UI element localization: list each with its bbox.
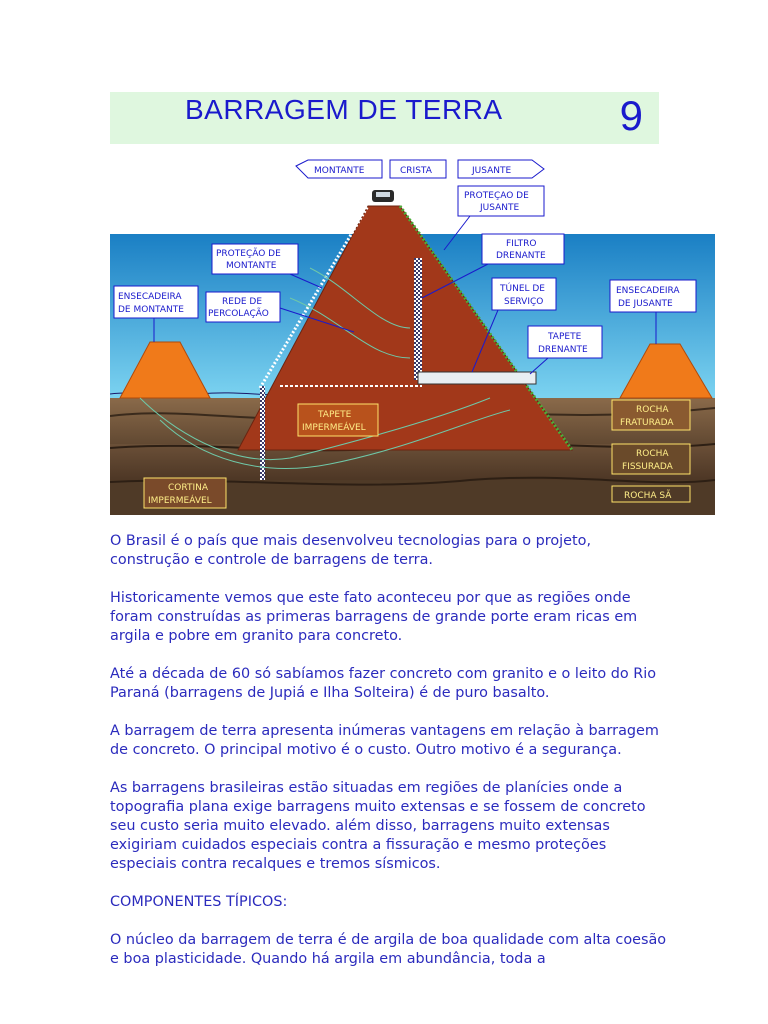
- svg-text:ROCHA: ROCHA: [636, 405, 669, 415]
- paragraph: Até a década de 60 só sabíamos fazer concreto com granito e o leito do Rio Paraná (barragens de Jupiá e Ilha Solteira) é de puro basalto.: [110, 666, 657, 701]
- svg-text:FILTRO: FILTRO: [506, 239, 537, 249]
- page-title: BARRAGEM DE TERRA: [185, 94, 503, 125]
- svg-text:DRENANTE: DRENANTE: [496, 251, 546, 261]
- drainage-blanket: [418, 372, 536, 384]
- svg-text:TAPETE: TAPETE: [318, 410, 352, 420]
- montante-tag: [296, 160, 382, 178]
- svg-text:IMPERMEÁVEL: IMPERMEÁVEL: [148, 496, 212, 506]
- svg-text:CRISTA: CRISTA: [400, 166, 432, 176]
- svg-text:SERVIÇO: SERVIÇO: [504, 297, 544, 307]
- vertical-filter-drain: [414, 258, 422, 380]
- svg-text:ROCHA: ROCHA: [636, 449, 669, 459]
- body-text: [110, 532, 670, 988]
- svg-text:TAPETE: TAPETE: [548, 332, 582, 342]
- cutoff-curtain: [260, 386, 265, 480]
- cortina-impermeavel-label: [144, 478, 226, 508]
- svg-text:PROTEÇÃO DE: PROTEÇÃO DE: [216, 249, 281, 259]
- svg-text:MONTANTE: MONTANTE: [226, 261, 277, 271]
- svg-text:DE JUSANTE: DE JUSANTE: [618, 299, 673, 309]
- svg-text:FISSURADA: FISSURADA: [622, 462, 673, 472]
- svg-text:JUSANTE: JUSANTE: [472, 166, 512, 176]
- earth-dam-diagram: [110, 158, 715, 515]
- svg-text:ENSECADEIRA: ENSECADEIRA: [616, 286, 680, 296]
- svg-text:FRATURADA: FRATURADA: [620, 418, 674, 428]
- svg-text:DRENANTE: DRENANTE: [538, 345, 588, 355]
- jusante-tag: [458, 160, 544, 178]
- svg-text:CORTINA: CORTINA: [168, 483, 209, 493]
- svg-text:JUSANTE: JUSANTE: [480, 203, 520, 213]
- svg-text:PROTEÇAO DE: PROTEÇAO DE: [464, 191, 529, 201]
- crista-tag: [390, 160, 446, 178]
- page-number: 9: [619, 92, 643, 139]
- svg-text:TÚNEL DE: TÚNEL DE: [500, 284, 545, 294]
- section-heading: COMPONENTES TÍPICOS:: [110, 894, 288, 910]
- tapete-impermeavel-label: [298, 404, 378, 436]
- paragraph: As barragens brasileiras estão situadas em regiões de planícies onde a topografia plana exige barragens muito extensas e se fossem de concreto seu custo seria muito elevado. além disso, barragens muito extensas exigiriam cuidados especiais contra a fissuração e mesmo proteções especiais contra recalques e tremos sísmicos.: [110, 780, 646, 872]
- svg-text:ROCHA SÃ: ROCHA SÃ: [624, 491, 672, 501]
- rocha-fraturada-label: [612, 400, 690, 430]
- paragraph: A barragem de terra apresenta inúmeras vantagens em relação à barragem de concreto. O principal motivo é o custo. Outro motivo é a segurança.: [110, 723, 659, 758]
- rocha-fissurada-label: [612, 444, 690, 474]
- svg-text:PERCOLAÇÃO: PERCOLAÇÃO: [208, 309, 269, 319]
- svg-text:MONTANTE: MONTANTE: [314, 166, 365, 176]
- svg-text:ENSECADEIRA: ENSECADEIRA: [118, 292, 182, 302]
- svg-text:REDE DE: REDE DE: [222, 297, 263, 307]
- car-icon: [372, 190, 394, 202]
- paragraph: O núcleo da barragem de terra é de argila de boa qualidade com alta coesão e boa plasticidade. Quando há argila em abundância, toda a: [110, 932, 667, 967]
- paragraph: Historicamente vemos que este fato aconteceu por que as regiões onde foram construídas as primeras barragens de grande porte eram ricas em argila e pobre em granito para concreto.: [110, 590, 638, 644]
- svg-text:IMPERMEÁVEL: IMPERMEÁVEL: [302, 423, 366, 433]
- page-header: [110, 92, 659, 144]
- paragraph: O Brasil é o país que mais desenvolveu tecnologias para o projeto, construção e controle de barragens de terra.: [110, 533, 592, 568]
- rocha-sa-label: [612, 486, 690, 502]
- svg-text:DE MONTANTE: DE MONTANTE: [118, 305, 184, 315]
